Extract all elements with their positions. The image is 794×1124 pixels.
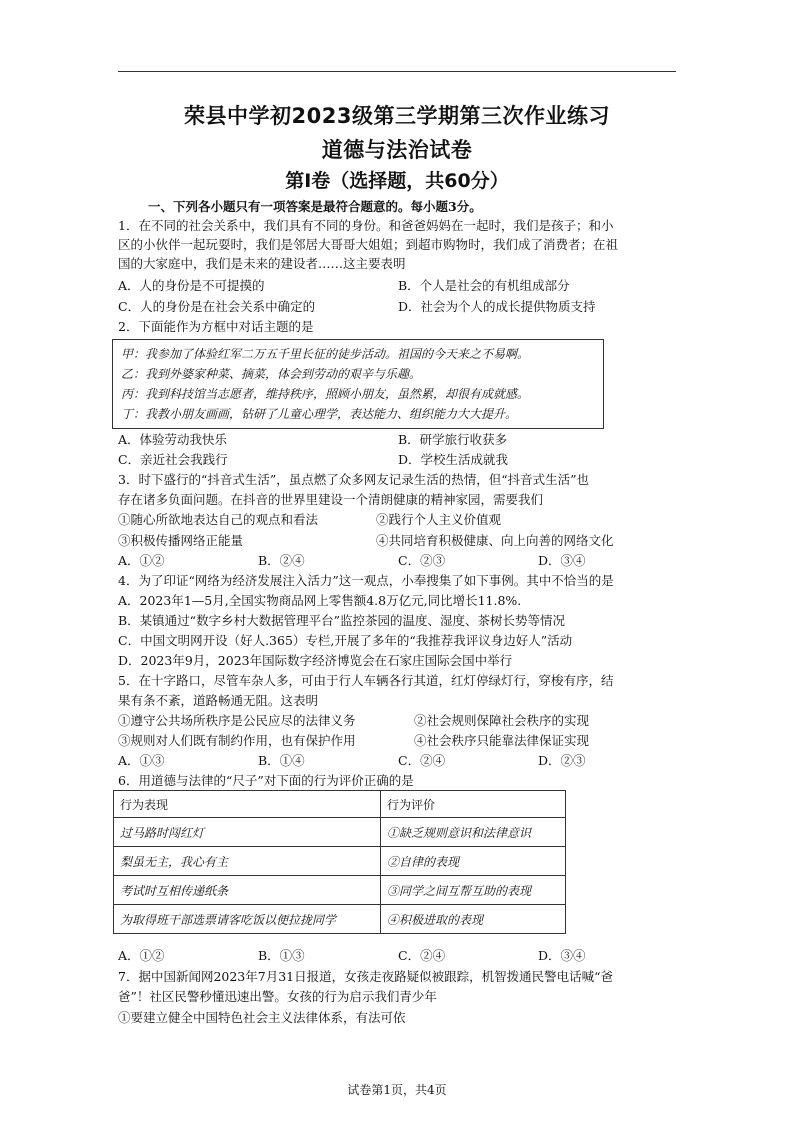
table-row — [114, 905, 566, 934]
q5-statement-2: ②社会规则保障社会秩序的实现 — [414, 713, 590, 728]
q5-option-d: D．②③ — [538, 753, 586, 768]
table-row — [114, 876, 566, 905]
q5-statement-4: ④社会秩序只能靠法律保证实现 — [414, 733, 590, 748]
table-header-row — [114, 791, 566, 818]
q5-stem-line-1: 5．在十字路口，尽管车杂人多，可由于行人车辆各行其道，红灯停绿灯行，穿梭有序，结 — [118, 673, 614, 688]
q3-option-c: C．②③ — [398, 553, 446, 568]
q5-option-c: C．②④ — [398, 753, 446, 768]
q2-option-d: D．学校生活成就我 — [398, 452, 509, 467]
q5-option-b: B．①④ — [258, 753, 305, 768]
q4-option-c: C．中国文明网开设（好人.365）专栏,开展了多年的“我推荐我评议身边好人”活动 — [118, 633, 573, 648]
q1-option-a: A．人的身份是不可提摸的 — [118, 278, 265, 293]
q6-option-a: A．①② — [118, 948, 165, 963]
q1-stem-line-3: 国的大家庭中，我们是未来的建设者……这主要表明 — [118, 256, 406, 271]
q2-dialogue-bing: 丙：我到科技馆当志愿者，维持秩序，照顾小朋友，虽然累，却很有成就感。 — [121, 387, 530, 401]
q3-option-a: A．①② — [118, 553, 165, 568]
q1-option-b: B．个人是社会的有机组成部分 — [398, 278, 570, 293]
q3-stem-line-2: 存在诸多负面问题。在抖音的世界里建设一个清朗健康的精神家园，需要我们 — [118, 492, 544, 507]
page-footer: 试卷第1页，共4页 — [347, 1083, 447, 1097]
q5-stem-line-2: 果有条不紊，道路畅通无阻。这表明 — [118, 693, 319, 708]
q3-stem-line-1: 3．时下盛行的“抖音式生活”，虽点燃了众多网友记录生活的热情，但“抖音式生活”也 — [118, 472, 590, 487]
q2-option-b: B．研学旅行收获多 — [398, 432, 508, 447]
q5-option-a: A．①③ — [118, 753, 165, 768]
q6-stem: 6．用道德与法律的“尺子”对下面的行为评价正确的是 — [118, 773, 414, 788]
q3-statement-2: ②践行个人主义价值观 — [376, 512, 502, 527]
table-header-behavior: 行为表现 — [114, 791, 381, 818]
table-header-evaluation: 行为评价 — [381, 791, 566, 818]
q7-statement-1: ①要建立健全中国特色社会主义法律体系，有法可依 — [118, 1010, 406, 1025]
q1-option-d: D．社会为个人的成长提供物质支持 — [398, 299, 596, 314]
q3-statement-3: ③积极传播网络正能量 — [118, 533, 244, 548]
q4-stem: 4．为了印证“网络为经济发展注入活力”这一观点，小奉搜集了如下事例。其中不恰当的是 — [118, 573, 614, 588]
q2-option-c: C．亲近社会我践行 — [118, 452, 228, 467]
q3-statement-1: ①随心所欲地表达自己的观点和看法 — [118, 512, 319, 527]
q2-dialogue-ding: 丁：我教小朋友画画，钻研了儿童心理学，表达能力、组织能力大大提升。 — [121, 407, 518, 421]
q1-stem-line-1: 1．在不同的社会关系中，我们具有不同的身份。和爸爸妈妈在一起时，我们是孩子；和小 — [118, 218, 614, 233]
q1-option-c: C．人的身份是在社会关系中确定的 — [118, 299, 316, 314]
q7-stem-line-2: 爸”！社区民警秒懂迅速出警。女孩的行为启示我们青少年 — [118, 989, 437, 1004]
q5-statement-3: ③规则对人们既有制约作用，也有保护作用 — [118, 733, 356, 748]
q6-behavior-table — [113, 790, 566, 934]
q4-option-a: A．2023年1—5月,全国实物商品网上零售额4.8万亿元,同比增长11.8%. — [118, 593, 522, 608]
part-title: 第Ⅰ卷（选择题，共60分） — [285, 170, 509, 192]
q2-option-a: A．体验劳动我快乐 — [118, 432, 228, 447]
q4-option-d: D．2023年9月，2023年国际数字经济博览会在石家庄国际会国中举行 — [118, 653, 513, 668]
q3-statement-4: ④共同培育积极健康、向上向善的网络文化 — [376, 533, 614, 548]
table-cell-evaluation: ①缺乏规则意识和法律意识 — [381, 818, 566, 847]
q2-dialogue-box — [112, 339, 604, 429]
q2-dialogue-jia: 甲：我参加了体验红军二万五千里长征的徒步活动。祖国的今天来之不易啊。 — [121, 347, 530, 361]
q7-stem-line-1: 7．据中国新闻网2023年7月31日报道，女孩走夜路疑似被跟踪，机智拨通民警电话喊“爸 — [118, 969, 614, 984]
table-cell-behavior: 考试时互相传递纸条 — [114, 876, 381, 905]
q6-option-c: C．②④ — [398, 948, 446, 963]
table-cell-behavior: 过马路时闯红灯 — [114, 818, 381, 847]
table-cell-behavior: 梨虽无主，我心有主 — [114, 847, 381, 876]
q6-option-b: B．①③ — [258, 948, 305, 963]
table-cell-evaluation: ③同学之间互帮互助的表现 — [381, 876, 566, 905]
q4-option-b: B．某镇通过“数字乡村大数据管理平台”监控茶园的温度、湿度、茶树长势等情况 — [118, 613, 565, 628]
q3-option-b: B．②④ — [258, 553, 305, 568]
exam-title: 荣县中学初2023级第三学期第三次作业练习 — [184, 104, 610, 128]
q2-stem: 2．下面能作为方框中对话主题的是 — [118, 319, 314, 334]
q6-option-d: D．③④ — [538, 948, 586, 963]
top-rule — [118, 71, 676, 72]
q3-option-d: D．③④ — [538, 553, 586, 568]
table-cell-evaluation: ②自律的表现 — [381, 847, 566, 876]
q1-stem-line-2: 区的小伙伴一起玩耍时，我们是邻居大哥哥大姐姐；到超市购物时，我们成了消费者；在祖 — [118, 237, 619, 252]
section-intro: 一、下列各小题只有一项答案是最符合题意的。每小题3分。 — [148, 199, 482, 214]
table-cell-evaluation: ④积极进取的表现 — [381, 905, 566, 934]
table-row — [114, 818, 566, 847]
q2-dialogue-yi: 乙：我到外婆家种菜、摘菜，体会到劳动的艰辛与乐趣。 — [121, 367, 422, 381]
q5-statement-1: ①遵守公共场所秩序是公民应尽的法律义务 — [118, 713, 356, 728]
exam-subject-title: 道德与法治试卷 — [321, 138, 473, 162]
table-row — [114, 847, 566, 876]
table-cell-behavior: 为取得班干部选票请客吃饭以便拉拢同学 — [114, 905, 381, 934]
